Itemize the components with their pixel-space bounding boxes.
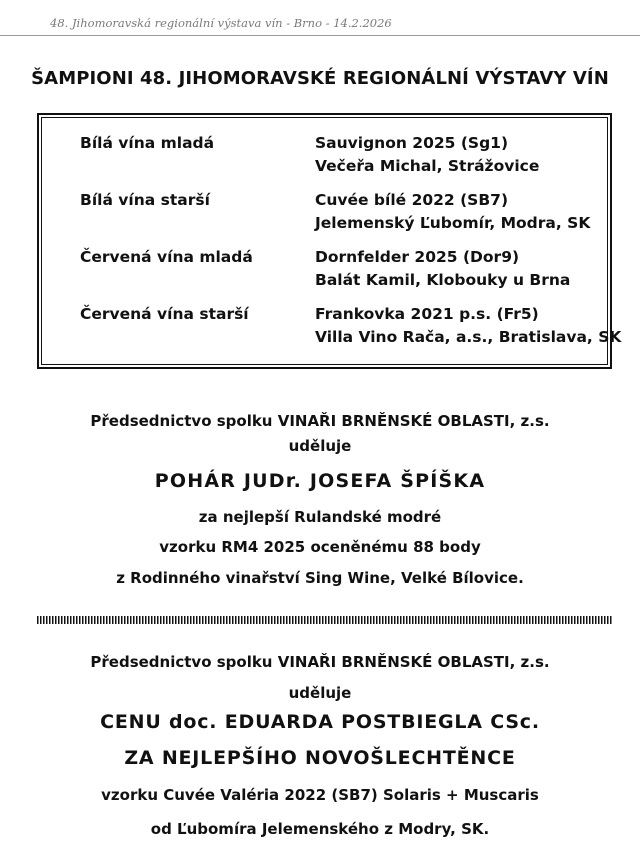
header-text: 48. Jihomoravská regionální výstava vín - Brno - 14.2.2026 [50, 16, 392, 30]
champion-wine: Dornfelder 2025 (Dor9) [315, 248, 520, 266]
award1-prize: POHÁR JUDr. JOSEFA ŠPÍŠKA [154, 470, 486, 492]
award2-prize-line2: ZA NEJLEPŠÍHO NOVOŠLECHTĚNCE [124, 747, 516, 769]
award2-prize-line1: CENU doc. EDUARDA POSTBIEGLA CSc. [100, 711, 540, 733]
award2-verb: uděluje [288, 684, 352, 702]
award2-origin: od Ľubomíra Jelemenského z Modry, SK. [150, 820, 490, 838]
champion-wine: Cuvée bílé 2022 (SB7) [315, 191, 509, 209]
champion-producer: Balát Kamil, Klobouky u Brna [315, 271, 571, 289]
page-header [0, 0, 640, 36]
award2-sample: vzorku Cuvée Valéria 2022 (SB7) Solaris + Muscaris [101, 786, 539, 804]
champion-category: Červená vína mladá [80, 248, 253, 266]
champion-category: Bílá vína mladá [80, 134, 215, 152]
champion-wine: Frankovka 2021 p.s. (Fr5) [315, 305, 539, 323]
award2-presenter: Předsednictvo spolku VINAŘI BRNĚNSKÉ OBLASTI, z.s. [90, 653, 550, 671]
page-title: ŠAMPIONI 48. JIHOMORAVSKÉ REGIONÁLNÍ VÝSTAVY VÍN [31, 68, 609, 89]
champion-entry [315, 132, 539, 178]
champion-producer: Villa Vino Rača, a.s., Bratislava, SK [315, 328, 622, 346]
dotted-divider [37, 616, 612, 624]
champion-wine: Sauvignon 2025 (Sg1) [315, 134, 509, 152]
champions-table [37, 113, 622, 369]
champion-entry [315, 189, 590, 235]
award1-reason: za nejlepší Rulandské modré [198, 508, 442, 526]
award1-presenter: Předsednictvo spolku VINAŘI BRNĚNSKÉ OBLASTI, z.s. [90, 412, 550, 430]
champion-category: Červená vína starší [80, 305, 249, 323]
champion-producer: Jelemenský Ľubomír, Modra, SK [315, 214, 591, 232]
champion-category: Bílá vína starší [80, 191, 210, 209]
champion-producer: Večeřa Michal, Strážovice [315, 157, 540, 175]
award1-verb: uděluje [288, 437, 352, 455]
award1-origin: z Rodinného vinařství Sing Wine, Velké Bílovice. [116, 569, 524, 587]
champion-entry [315, 303, 621, 349]
champion-entry [315, 246, 570, 292]
award1-sample: vzorku RM4 2025 oceněnému 88 body [159, 538, 481, 556]
